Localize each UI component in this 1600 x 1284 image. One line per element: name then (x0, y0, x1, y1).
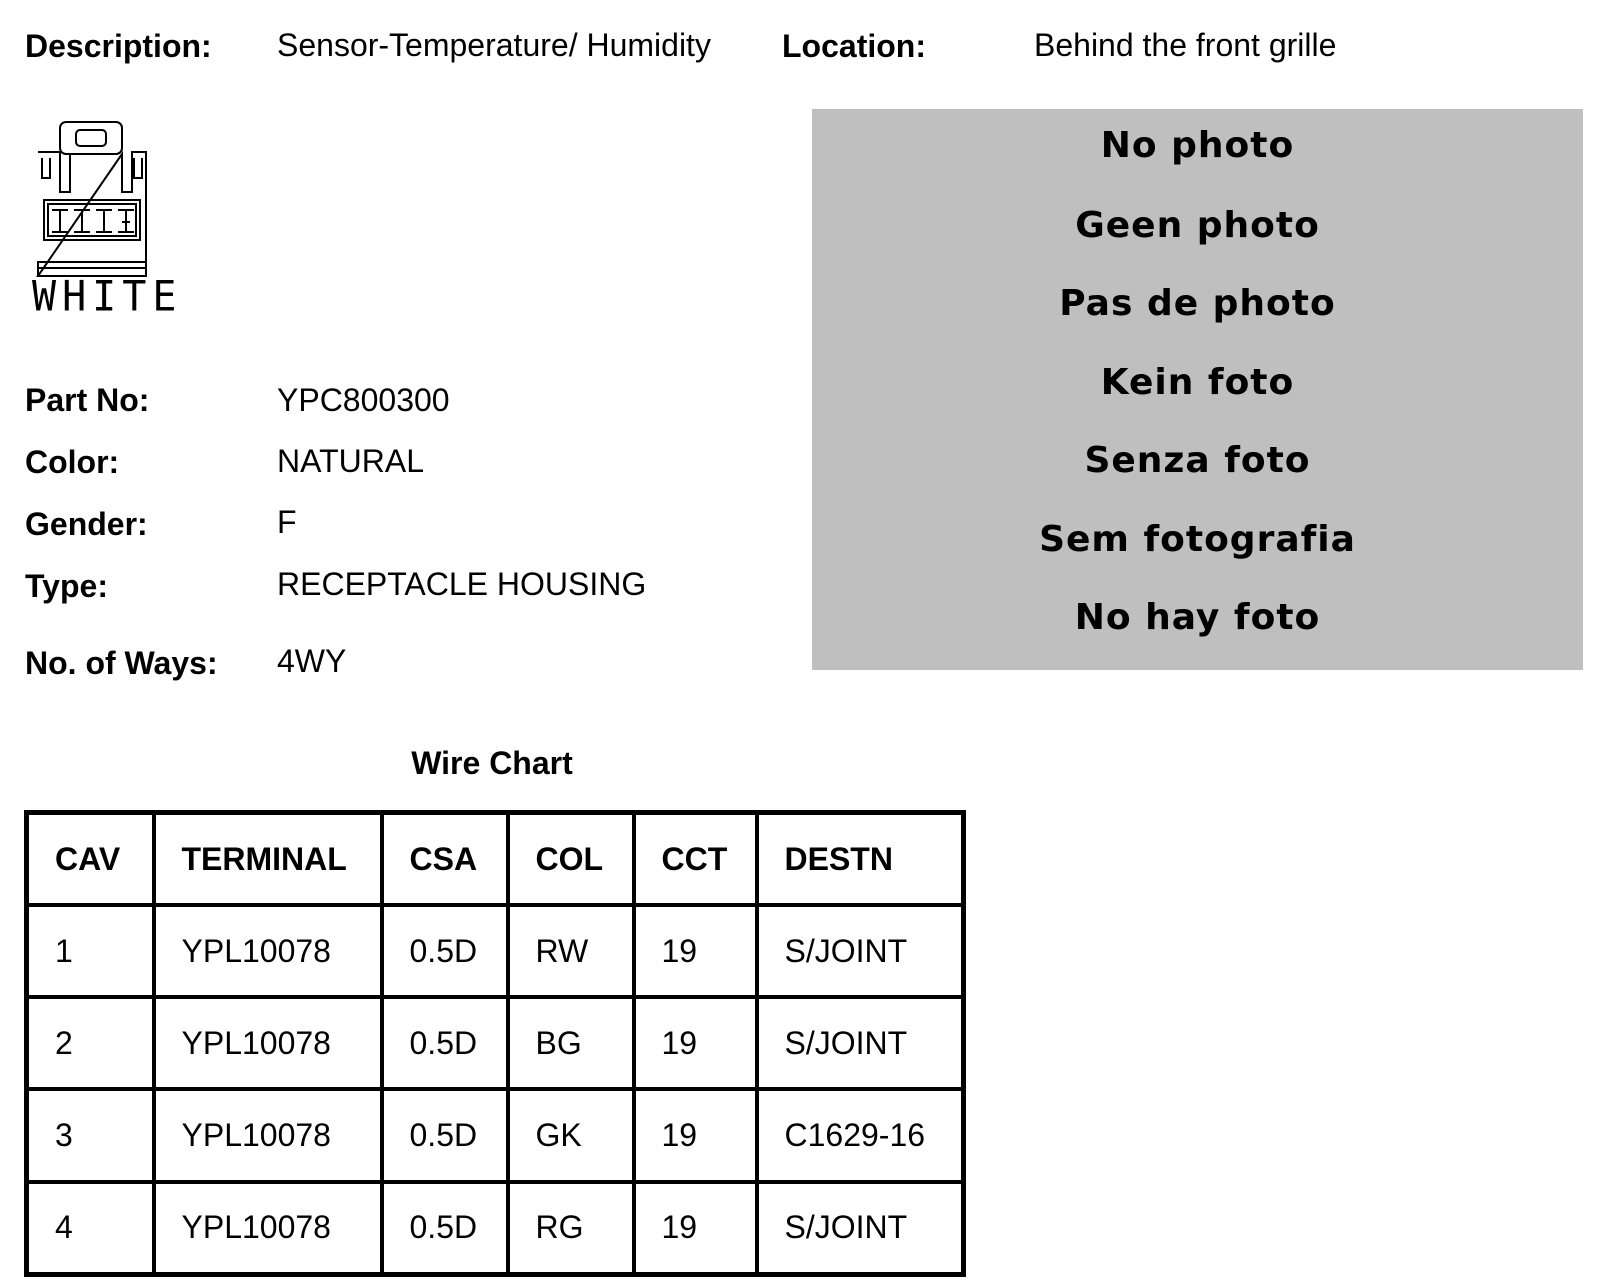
cell-csa: 0.5D (382, 1089, 508, 1181)
no-photo-nl: Geen photo (1075, 205, 1320, 246)
cell-destn: S/JOINT (757, 905, 964, 997)
cell-col: RG (508, 1182, 634, 1275)
cell-destn: S/JOINT (757, 1182, 964, 1275)
part-no-label: Part No: (25, 382, 150, 418)
cell-cct: 19 (634, 1089, 757, 1181)
column-header-col: COL (508, 813, 634, 906)
no-photo-it: Senza foto (1084, 440, 1311, 481)
description-label: Description: (25, 28, 212, 64)
cell-destn: C1629-16 (757, 1089, 964, 1181)
connector-face-icon (30, 118, 190, 328)
ways-value: 4WY (277, 643, 347, 679)
column-header-destn: DESTN (757, 813, 964, 906)
wire-chart-title: Wire Chart (411, 745, 573, 781)
location-value: Behind the front grille (1034, 27, 1337, 63)
column-header-cav: CAV (27, 813, 154, 906)
description-value: Sensor-Temperature/ Humidity (277, 27, 711, 63)
type-value: RECEPTACLE HOUSING (277, 566, 647, 602)
table-row (27, 905, 964, 997)
table-row (27, 997, 964, 1089)
column-header-csa: CSA (382, 813, 508, 906)
no-photo-de: Kein foto (1100, 362, 1295, 403)
cell-terminal: YPL10078 (154, 997, 382, 1089)
wire-chart-table (24, 810, 966, 1277)
table-row (27, 1089, 964, 1181)
cell-col: BG (508, 997, 634, 1089)
cell-terminal: YPL10078 (154, 905, 382, 997)
gender-label: Gender: (25, 506, 148, 542)
cell-cct: 19 (634, 905, 757, 997)
wire-chart-header-row (27, 813, 964, 906)
type-label: Type: (25, 568, 108, 604)
no-photo-pt: Sem fotografia (1039, 519, 1356, 560)
cell-cav: 4 (27, 1182, 154, 1275)
cell-terminal: YPL10078 (154, 1089, 382, 1181)
column-header-cct: CCT (634, 813, 757, 906)
cell-col: RW (508, 905, 634, 997)
cell-csa: 0.5D (382, 997, 508, 1089)
part-no-value: YPC800300 (277, 382, 450, 418)
no-photo-en: No photo (1100, 125, 1295, 166)
cell-terminal: YPL10078 (154, 1182, 382, 1275)
color-value: NATURAL (277, 443, 424, 479)
color-label: Color: (25, 444, 120, 480)
cell-cav: 1 (27, 905, 154, 997)
cell-csa: 0.5D (382, 1182, 508, 1275)
cell-col: GK (508, 1089, 634, 1181)
table-row (27, 1182, 964, 1275)
cell-cct: 19 (634, 997, 757, 1089)
cell-cct: 19 (634, 1182, 757, 1275)
no-photo-es: No hay foto (1074, 597, 1321, 638)
cell-csa: 0.5D (382, 905, 508, 997)
cell-destn: S/JOINT (757, 997, 964, 1089)
connector-color-caption: WHITE (32, 272, 183, 322)
column-header-terminal: TERMINAL (154, 813, 382, 906)
no-photo-panel (812, 109, 1583, 670)
gender-value: F (277, 504, 297, 540)
no-photo-fr: Pas de photo (1059, 283, 1336, 324)
ways-label: No. of Ways: (25, 645, 218, 681)
cell-cav: 3 (27, 1089, 154, 1181)
cell-cav: 2 (27, 997, 154, 1089)
location-label: Location: (782, 28, 926, 64)
